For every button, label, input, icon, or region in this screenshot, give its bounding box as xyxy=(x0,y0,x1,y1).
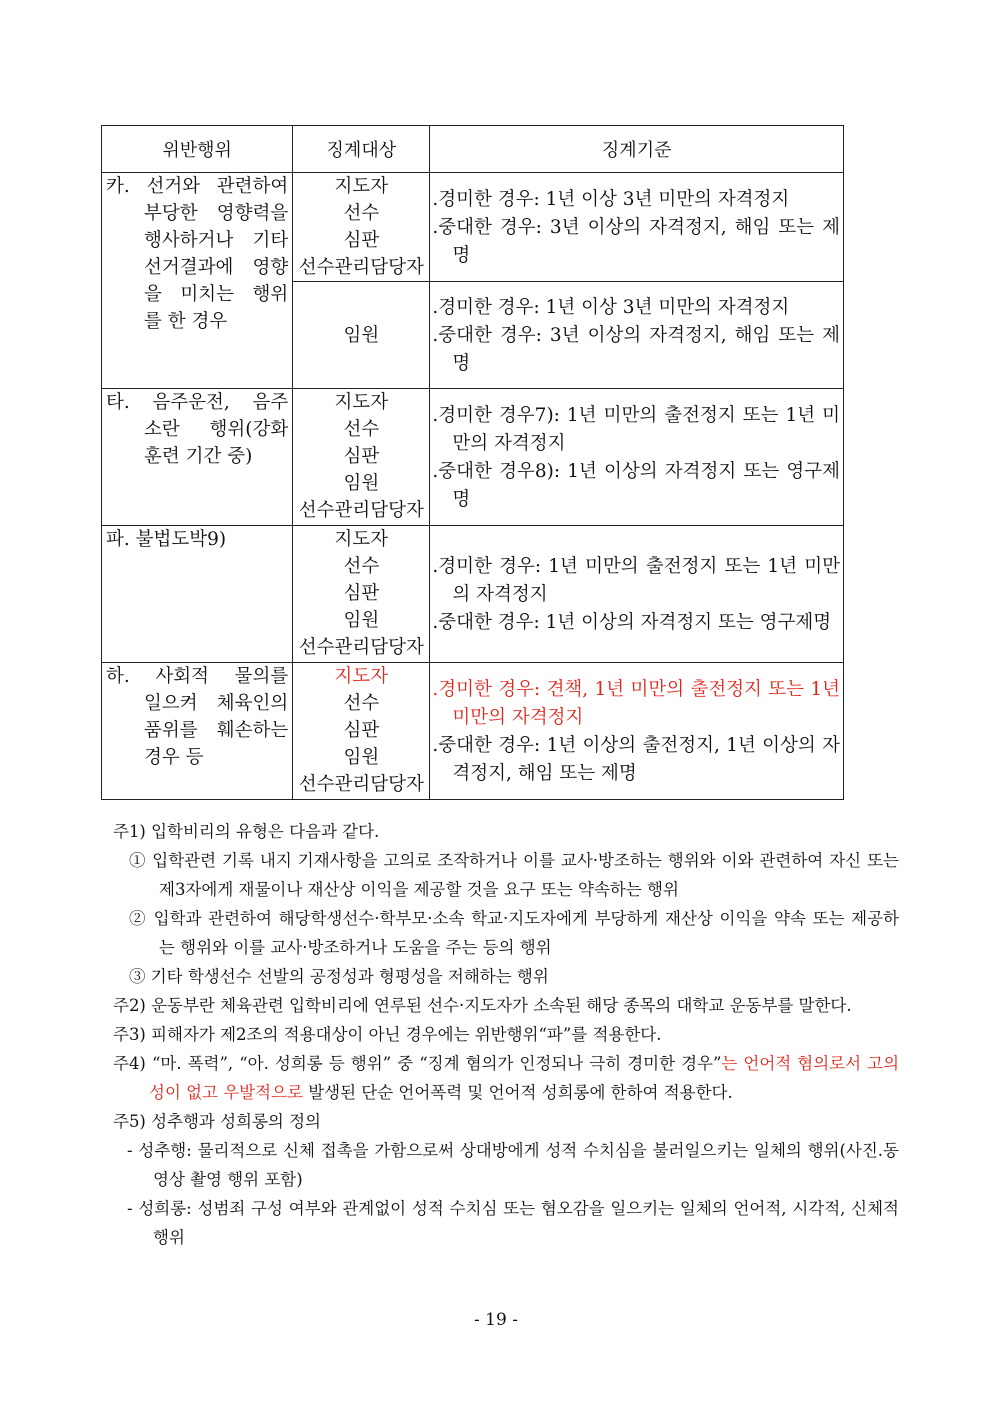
disciplinary-table xyxy=(101,125,844,800)
note-1-item: ① 입학관련 기록 내지 기재사항을 고의로 조작하거나 이를 교사·방조하는 행위와 이와 관련하여 자신 또는 제3자에게 재물이나 재산상 이익을 제공할 것을 요구 또는 약속하는 행위 xyxy=(129,851,899,899)
note-5-item: - 성희롱: 성범죄 구성 여부와 관계없이 성적 수치심 또는 혐오감을 일으키는 일체의 언어적, 시각적, 신체적 행위 xyxy=(127,1199,899,1247)
table-row xyxy=(102,389,844,526)
table-row xyxy=(102,663,844,800)
note-5-item: - 성추행: 물리적으로 신체 접촉을 가함으로써 상대방에게 성적 수치심을 불러일으키는 일체의 행위(사진.동영상 촬영 행위 포함) xyxy=(127,1141,899,1189)
header-criteria: 징계기준 xyxy=(430,126,844,173)
table-header-row xyxy=(102,126,844,173)
target-cell: 임원 xyxy=(293,282,430,389)
violation-cell: 타. 음주운전, 음주 소란 행위(강화 훈련 기간 중) xyxy=(102,389,293,526)
note-1: 주1) 입학비리의 유형은 다음과 같다. xyxy=(113,822,380,841)
target-cell: 지도자 선수 심판 임원 선수관리담당자 xyxy=(293,663,430,800)
header-violation: 위반행위 xyxy=(102,126,293,173)
note-1-item: ③ 기타 학생선수 선발의 공정성과 형평성을 저해하는 행위 xyxy=(129,967,549,986)
target-cell: 지도자 선수 심판 임원 선수관리담당자 xyxy=(293,389,430,526)
table-row xyxy=(102,173,844,282)
violation-cell: 파. 불법도박9) xyxy=(102,526,293,663)
footnotes xyxy=(113,817,899,1252)
header-target: 징계대상 xyxy=(293,126,430,173)
note-4: 주4) “마. 폭력”, “아. 성희롱 등 행위” 중 “징계 혐의가 인정되나 극히 경미한 경우”는 언어적 혐의로서 고의성이 없고 우발적으로 발생된 단순 언어폭력 및 언어적 성희롱에 한하여 적용한다. xyxy=(113,1054,900,1102)
page-number: - 19 - xyxy=(474,1310,518,1330)
note-3: 주3) 피해자가 제2조의 적용대상이 아닌 경우에는 위반행위“파”를 적용한다. xyxy=(113,1025,662,1044)
criteria-cell: .경미한 경우: 1년 이상 3년 미만의 자격정지 .중대한 경우: 3년 이상의 자격정지, 해임 또는 제명 xyxy=(430,173,844,282)
criteria-cell: .경미한 경우: 견책, 1년 미만의 출전정지 또는 1년 미만의 자격정지 .중대한 경우: 1년 이상의 출전정지, 1년 이상의 자격정지, 해임 또는 제명 xyxy=(430,663,844,800)
table-row xyxy=(102,526,844,663)
target-cell: 지도자 선수 심판 임원 선수관리담당자 xyxy=(293,526,430,663)
note-5: 주5) 성추행과 성희롱의 정의 xyxy=(113,1112,321,1131)
criteria-cell: .경미한 경우: 1년 이상 3년 미만의 자격정지 .중대한 경우: 3년 이상의 자격정지, 해임 또는 제명 xyxy=(430,282,844,389)
violation-cell: 하. 사회적 물의를 일으켜 체육인의 품위를 훼손하는 경우 등 xyxy=(102,663,293,800)
note-1-item: ② 입학과 관련하여 해당학생선수·학부모·소속 학교·지도자에게 부당하게 재산상 이익을 약속 또는 제공하는 행위와 이를 교사·방조하거나 도움을 주는 등의 행위 xyxy=(129,909,899,957)
criteria-cell: .경미한 경우7): 1년 미만의 출전정지 또는 1년 미만의 자격정지 .중대한 경우8): 1년 이상의 자격정지 또는 영구제명 xyxy=(430,389,844,526)
note-2: 주2) 운동부란 체육관련 입학비리에 연루된 선수·지도자가 소속된 해당 종목의 대학교 운동부를 말한다. xyxy=(113,996,852,1015)
criteria-cell: .경미한 경우: 1년 미만의 출전정지 또는 1년 미만의 자격정지 .중대한 경우: 1년 이상의 자격정지 또는 영구제명 xyxy=(430,526,844,663)
target-cell: 지도자 선수 심판 선수관리담당자 xyxy=(293,173,430,282)
violation-cell: 카. 선거와 관련하여 부당한 영향력을 행사하거나 기타 선거결과에 영향 을 미치는 행위 를 한 경우 xyxy=(102,173,293,389)
